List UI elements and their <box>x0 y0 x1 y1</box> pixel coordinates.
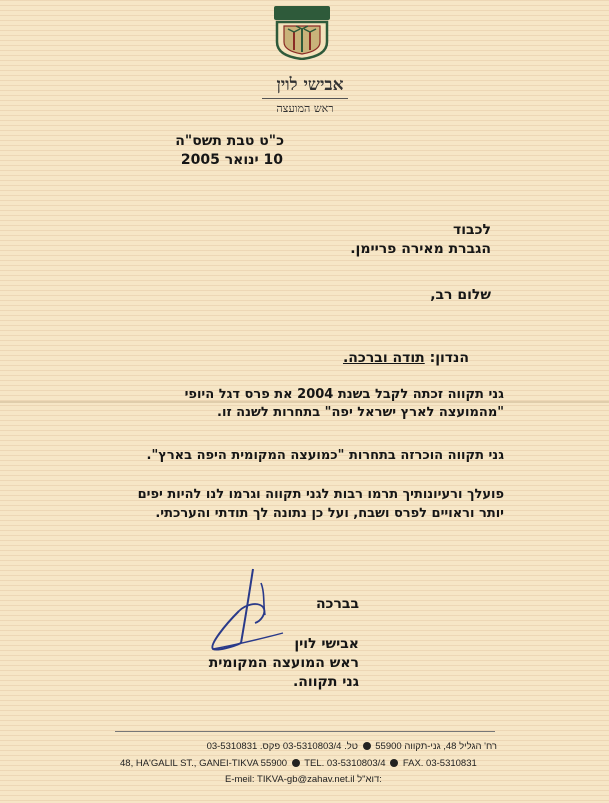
letterhead-name: אבישי לוין <box>276 75 344 95</box>
bullet-icon <box>292 759 300 767</box>
bullet-icon <box>390 759 398 767</box>
closing-name: אבישי לוין <box>294 636 359 652</box>
paragraph-1-line-2: "מהמועצה לארץ ישראל יפה" בתחרות לשנה זו. <box>217 405 504 420</box>
closing-salutation: בברכה <box>315 596 359 612</box>
subject-text: תודה וברכה. <box>342 350 425 366</box>
footer-hebrew-tel: טל. 03-5310803/4 <box>282 741 358 752</box>
footer-divider <box>115 731 495 732</box>
footer-email-line <box>225 774 382 785</box>
paragraph-2-line-1: גני תקווה הוכרזה בתחרות "כמועצה המקומית היפה בארץ". <box>146 448 504 463</box>
date-hebrew: כ"ט טבת תשס"ה <box>175 133 284 149</box>
footer-hebrew-line <box>207 741 497 752</box>
footer-hebrew-address: רח' הגליל 48, גני-תקווה 55900 <box>375 741 497 752</box>
footer-email-label: דוא"ל: <box>357 774 382 785</box>
closing-title: ראש המועצה המקומית <box>208 655 359 671</box>
paragraph-3-line-2: יותר וראויים לפרס ושבח, ועל כן נתונה לך תודתי והערכתי. <box>155 506 504 521</box>
letterhead-role: ראש המועצה <box>276 102 334 115</box>
greeting: שלום רב, <box>430 287 491 303</box>
subject-line <box>343 350 469 366</box>
date-gregorian: 10 ינואר 2005 <box>180 152 283 168</box>
paragraph-3-line-1: פועלך ורעיונותיך תרמו רבות לגני תקווה וגרמו לנו להיות יפים <box>137 487 504 502</box>
recipient-to: לכבוד <box>453 222 491 238</box>
footer-english-address: 48, HA'GALIL ST., GANEI-TIKVA 55900 <box>120 758 288 769</box>
footer-english-tel: TEL. 03-5310803/4 <box>304 758 386 769</box>
municipal-emblem <box>272 4 332 60</box>
footer-english-line <box>120 758 477 769</box>
footer-email[interactable]: E-meil: TIKVA-gb@zahav.net.il <box>225 774 355 785</box>
footer-english-fax: FAX. 03-5310831 <box>402 758 477 769</box>
letterhead-divider <box>262 98 348 99</box>
paragraph-1-line-1: גני תקווה זכתה לקבל בשנת 2004 את פרס דגל היופי <box>184 387 504 402</box>
closing-place: גני תקווה. <box>292 674 359 690</box>
bullet-icon <box>363 742 371 750</box>
subject-label: הנדון: <box>429 350 469 366</box>
handwritten-signature <box>205 565 285 660</box>
footer-hebrew-fax: פקס. 03-5310831 <box>206 741 281 752</box>
recipient-name: הגברת מאירה פריימן. <box>350 241 491 257</box>
